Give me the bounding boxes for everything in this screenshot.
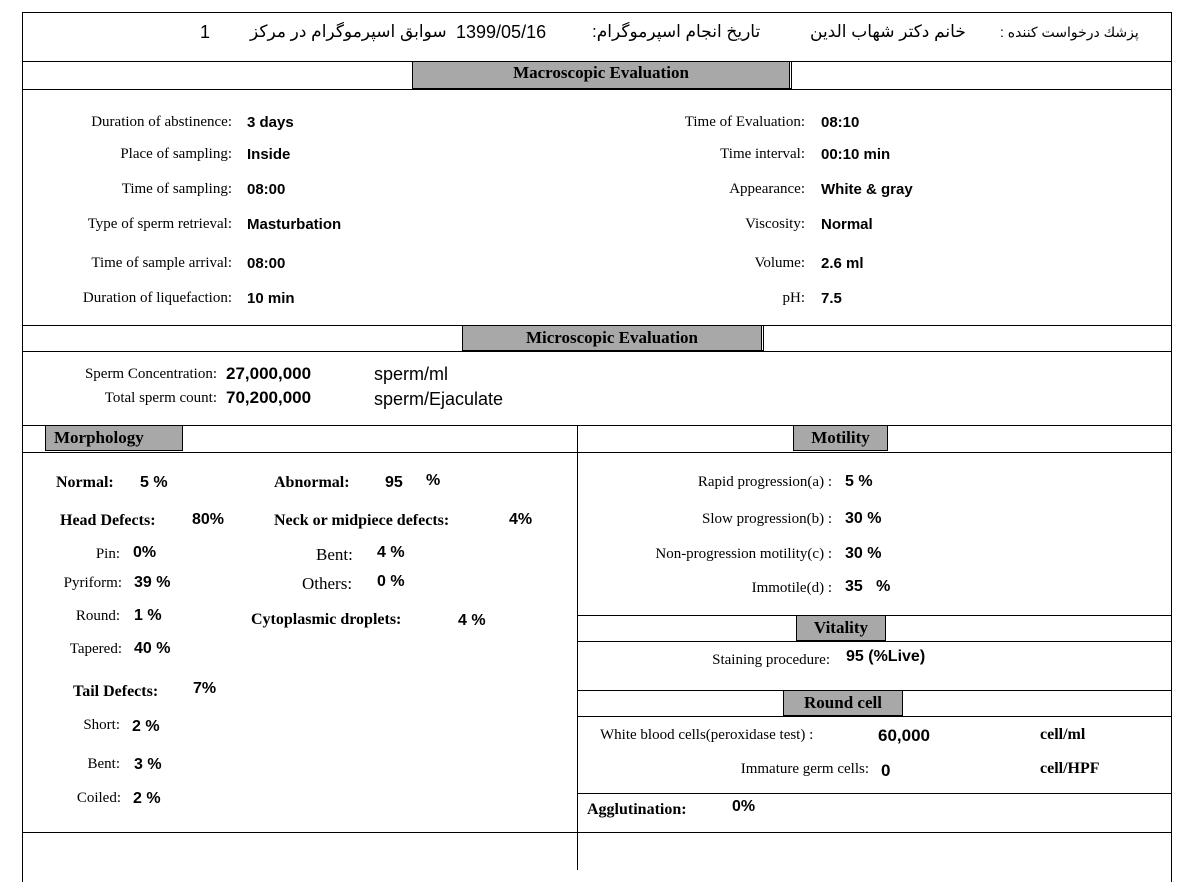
- non-progression-value: 30 %: [845, 545, 882, 562]
- divider: [22, 425, 1172, 426]
- short-label: Short:: [83, 717, 120, 733]
- pyriform-value: 39 %: [134, 574, 171, 591]
- tail-defects-value: 7%: [193, 680, 217, 697]
- appearance-value: White & gray: [821, 181, 913, 198]
- microscopic-title: Microscopic Evaluation: [462, 325, 762, 351]
- non-progression-label: Non-progression motility(c) :: [655, 546, 832, 562]
- pin-value: 0%: [133, 544, 157, 561]
- divider: [22, 452, 1172, 453]
- normal-label: Normal:: [56, 474, 114, 491]
- immature-germ-value: 0: [881, 761, 891, 780]
- tail-defects-label: Tail Defects:: [73, 683, 159, 700]
- history-label: سوابق اسپرموگرام در مركز: [250, 22, 447, 41]
- column-divider: [577, 425, 578, 870]
- liquefaction-value: 10 min: [247, 290, 295, 307]
- date-label: تاريخ انجام اسپرموگرام:: [592, 22, 761, 41]
- divider: [22, 351, 1172, 352]
- neck-defects-label: Neck or midpiece defects:: [274, 512, 450, 529]
- bent-tail-label: Bent:: [87, 756, 120, 772]
- bent-neck-value: 4 %: [377, 544, 405, 561]
- round-label: Round:: [75, 608, 120, 624]
- wbc-value: 60,000: [878, 726, 930, 745]
- doctor-name: خانم دکتر شهاب الدين: [810, 22, 966, 41]
- viscosity-value: Normal: [821, 216, 873, 233]
- sampling-place-value: Inside: [247, 146, 291, 163]
- concentration-unit: sperm/ml: [374, 364, 449, 384]
- sampling-time-label: Time of sampling:: [121, 181, 232, 197]
- cytoplasmic-droplets-value: 4 %: [458, 612, 486, 629]
- concentration-label: Sperm Concentration:: [84, 366, 217, 382]
- short-value: 2 %: [132, 718, 160, 735]
- abnormal-label: Abnormal:: [274, 474, 350, 491]
- retrieval-type-value: Masturbation: [247, 216, 342, 233]
- time-interval-label: Time interval:: [720, 146, 805, 162]
- bent-neck-label: Bent:: [316, 545, 353, 564]
- slow-progression-label: Slow progression(b) :: [702, 511, 832, 527]
- round-value: 1 %: [134, 607, 162, 624]
- immotile-value: 35 %: [845, 578, 891, 595]
- ph-label: pH:: [782, 290, 805, 306]
- pin-label: Pin:: [95, 546, 120, 562]
- retrieval-type-label: Type of sperm retrieval:: [87, 216, 232, 232]
- immotile-label: Immotile(d) :: [751, 580, 832, 596]
- date-value: 1399/05/16: [456, 22, 547, 42]
- abnormal-unit: %: [426, 472, 441, 489]
- rapid-progression-label: Rapid progression(a) :: [697, 474, 832, 490]
- cytoplasmic-droplets-label: Cytoplasmic droplets:: [251, 611, 402, 628]
- others-value: 0 %: [377, 573, 405, 590]
- immature-germ-unit: cell/HPF: [1040, 760, 1100, 777]
- divider: [22, 89, 1172, 90]
- coiled-label: Coiled:: [76, 790, 121, 806]
- sampling-place-label: Place of sampling:: [120, 146, 232, 162]
- bent-tail-value: 3 %: [134, 756, 162, 773]
- abnormal-value: 95: [385, 474, 403, 491]
- motility-title: Motility: [793, 425, 888, 451]
- doctor-label: پزشك درخواست كننده :: [1000, 24, 1139, 40]
- normal-value: 5 %: [140, 474, 168, 491]
- rapid-progression-value: 5 %: [845, 473, 873, 490]
- arrival-time-label: Time of sample arrival:: [91, 255, 232, 271]
- neck-defects-value: 4%: [509, 511, 533, 528]
- concentration-value: 27,000,000: [226, 364, 312, 383]
- coiled-value: 2 %: [133, 790, 161, 807]
- tapered-value: 40 %: [134, 640, 171, 657]
- sampling-time-value: 08:00: [247, 181, 286, 198]
- evaluation-time-label: Time of Evaluation:: [684, 114, 805, 130]
- round-cell-title: Round cell: [783, 690, 903, 716]
- head-defects-value: 80%: [192, 511, 225, 528]
- ph-value: 7.5: [821, 290, 842, 307]
- divider: [577, 716, 1172, 717]
- wbc-label: White blood cells(peroxidase test) :: [600, 727, 814, 743]
- liquefaction-label: Duration of liquefaction:: [82, 290, 232, 306]
- staining-value: 95 (%Live): [846, 648, 926, 665]
- pyriform-label: Pyriform:: [63, 575, 122, 591]
- head-defects-label: Head Defects:: [60, 512, 156, 529]
- evaluation-time-value: 08:10: [821, 114, 860, 131]
- volume-value: 2.6 ml: [821, 255, 864, 272]
- viscosity-label: Viscosity:: [745, 216, 805, 232]
- abstinence-label: Duration of abstinence:: [91, 114, 232, 130]
- others-label: Others:: [302, 574, 353, 593]
- divider: [22, 832, 1172, 833]
- appearance-label: Appearance:: [729, 181, 805, 197]
- time-interval-value: 00:10 min: [821, 146, 891, 163]
- staining-label: Staining procedure:: [712, 652, 830, 668]
- history-value: 1: [200, 22, 211, 42]
- divider: [577, 641, 1172, 642]
- arrival-time-value: 08:00: [247, 255, 286, 272]
- wbc-unit: cell/ml: [1040, 726, 1086, 743]
- total-count-unit: sperm/Ejaculate: [374, 389, 504, 409]
- report-frame: [22, 12, 1172, 882]
- divider: [577, 793, 1172, 794]
- morphology-title: Morphology: [45, 425, 183, 451]
- tapered-label: Tapered:: [69, 641, 122, 657]
- immature-germ-label: Immature germ cells:: [740, 761, 869, 777]
- agglutination-value: 0%: [732, 798, 756, 815]
- vitality-title: Vitality: [796, 615, 886, 641]
- macroscopic-title: Macroscopic Evaluation: [412, 61, 790, 89]
- slow-progression-value: 30 %: [845, 510, 882, 527]
- agglutination-label: Agglutination:: [587, 801, 687, 818]
- total-count-value: 70,200,000: [226, 388, 312, 407]
- total-count-label: Total sperm count:: [104, 390, 217, 406]
- volume-label: Volume:: [754, 255, 805, 271]
- abstinence-value: 3 days: [247, 114, 294, 131]
